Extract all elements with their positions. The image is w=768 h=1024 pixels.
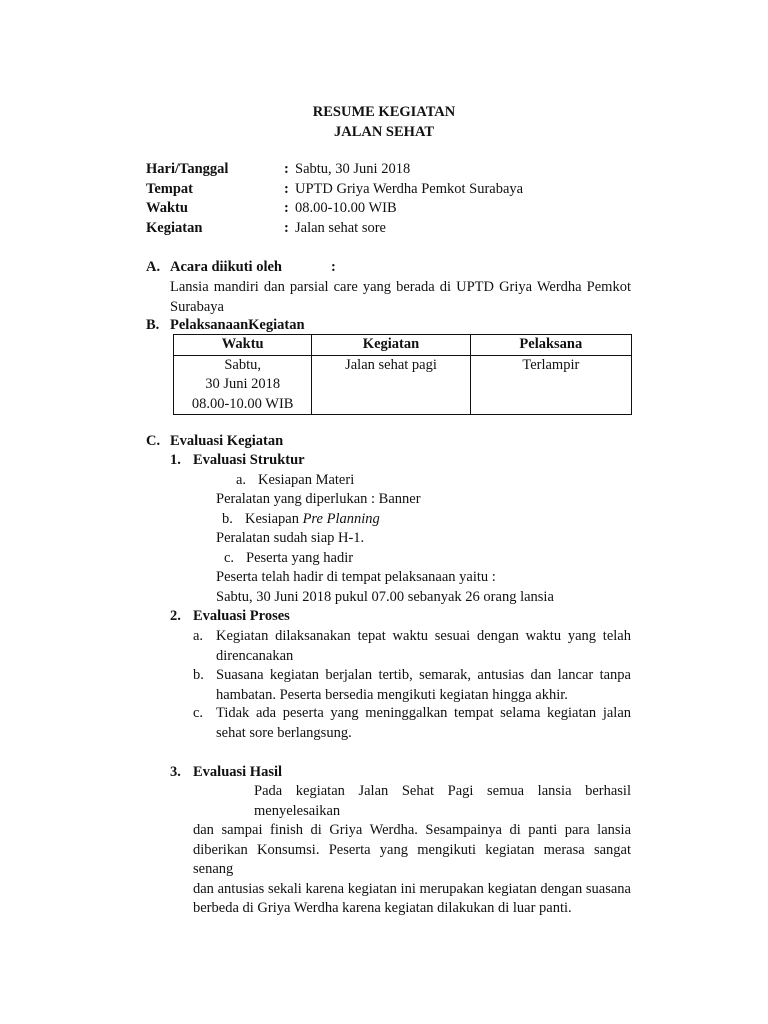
info-time-label: Waktu bbox=[146, 200, 188, 216]
table-cell-time-line1: Sabtu, bbox=[224, 356, 261, 373]
section-a-marker: A. bbox=[146, 259, 161, 275]
info-place-label: Tempat bbox=[146, 181, 193, 197]
info-day-label: Hari/Tanggal bbox=[146, 161, 229, 177]
info-day-colon: : bbox=[284, 161, 289, 177]
sub1-a-marker: a. bbox=[236, 472, 247, 488]
sub3-line1: Pada kegiatan Jalan Sehat Pagi semua lansia berhasil menyelesaikan bbox=[254, 783, 631, 819]
sub1-c-detail1: Peserta telah hadir di tempat pelaksanaan yaitu : bbox=[216, 569, 496, 585]
sub2-b-line2: hambatan. Peserta bersedia mengikuti kegiatan hingga akhir. bbox=[216, 686, 568, 703]
section-c-heading: Evaluasi Kegiatan bbox=[170, 433, 284, 449]
info-place-value: UPTD Griya Werdha Pemkot Surabaya bbox=[295, 181, 524, 197]
sub1-b-text-italic: Pre Planning bbox=[302, 511, 380, 527]
sub2-b-marker: b. bbox=[193, 667, 204, 683]
table-cell-time-line2: 30 Juni 2018 bbox=[205, 376, 281, 392]
sub3-paragraph bbox=[193, 782, 631, 919]
sub3-marker: 3. bbox=[170, 764, 181, 780]
plan-table bbox=[173, 334, 632, 415]
table-header-time: Waktu bbox=[174, 335, 312, 356]
sub1-a-text: Kesiapan Materi bbox=[258, 472, 355, 488]
section-a-text bbox=[170, 278, 631, 317]
sub1-c-text: Peserta yang hadir bbox=[246, 550, 354, 566]
info-day-value: Sabtu, 30 Juni 2018 bbox=[295, 161, 411, 177]
sub1-b-marker: b. bbox=[222, 511, 233, 527]
info-activity-colon: : bbox=[284, 220, 289, 236]
sub2-c-marker: c. bbox=[193, 705, 204, 721]
info-place-colon: : bbox=[284, 181, 289, 197]
sub2-a-text bbox=[216, 627, 631, 666]
sub2-marker: 2. bbox=[170, 608, 181, 624]
table-header-executor: Pelaksana bbox=[470, 335, 631, 356]
sub2-c-line2: sehat sore berlangsung. bbox=[216, 724, 352, 741]
section-a-text-line2: Surabaya bbox=[170, 298, 224, 315]
section-c-marker: C. bbox=[146, 433, 161, 449]
sub3-line2: dan sampai finish di Griya Werdha. Sesampainya di panti para lansia bbox=[193, 822, 631, 838]
sub2-c-line1: Tidak ada peserta yang meninggalkan tempat selama kegiatan jalan bbox=[216, 705, 631, 721]
sub1-c-detail2: Sabtu, 30 Juni 2018 pukul 07.00 sebanyak 26 orang lansia bbox=[216, 589, 554, 605]
sub1-b-text bbox=[245, 510, 380, 530]
sub1-a-detail: Peralatan yang diperlukan : Banner bbox=[216, 491, 421, 507]
sub2-a-line2: direncanakan bbox=[216, 647, 294, 664]
table-cell-executor: Terlampir bbox=[470, 355, 631, 415]
table-cell-activity: Jalan sehat pagi bbox=[312, 355, 470, 415]
info-activity-value: Jalan sehat sore bbox=[295, 220, 386, 236]
section-b-marker: B. bbox=[146, 317, 160, 333]
table-header-activity: Kegiatan bbox=[312, 335, 470, 356]
section-a-heading: Acara diikuti oleh bbox=[170, 259, 282, 275]
sub1-heading: Evaluasi Struktur bbox=[193, 452, 305, 468]
sub2-b-text bbox=[216, 666, 631, 705]
sub3-heading: Evaluasi Hasil bbox=[193, 764, 283, 780]
table-cell-time-line3: 08.00-10.00 WIB bbox=[191, 395, 294, 412]
table-header-row bbox=[174, 335, 632, 356]
sub1-b-detail: Peralatan sudah siap H-1. bbox=[216, 530, 365, 546]
sub1-b-text-plain: Kesiapan bbox=[245, 511, 303, 527]
sub2-b-line1: Suasana kegiatan berjalan tertib, semarak, antusias dan lancar tanpa bbox=[216, 667, 631, 683]
sub1-c-marker: c. bbox=[224, 550, 235, 566]
sub2-heading: Evaluasi Proses bbox=[193, 608, 290, 624]
section-b-heading: PelaksanaanKegiatan bbox=[170, 317, 305, 333]
document-title: RESUME KEGIATAN bbox=[312, 104, 456, 120]
section-a-colon: : bbox=[331, 259, 336, 275]
sub1-marker: 1. bbox=[170, 452, 181, 468]
sub3-line3: diberikan Konsumsi. Peserta yang mengikuti kegiatan merasa sangat senang bbox=[193, 841, 631, 877]
sub2-a-marker: a. bbox=[193, 628, 204, 644]
sub3-line5: berbeda di Griya Werdha karena kegiatan dilakukan di luar panti. bbox=[193, 900, 572, 916]
document-subtitle: JALAN SEHAT bbox=[333, 124, 435, 140]
sub2-a-line1: Kegiatan dilaksanakan tepat waktu sesuai dengan waktu yang telah bbox=[216, 628, 631, 644]
section-a-text-line1: Lansia mandiri dan parsial care yang berada di UPTD Griya Werdha Pemkot bbox=[170, 279, 631, 295]
info-activity-label: Kegiatan bbox=[146, 220, 203, 236]
info-time-colon: : bbox=[284, 200, 289, 216]
sub2-c-text bbox=[216, 704, 631, 743]
table-row bbox=[174, 355, 632, 415]
table-cell-time bbox=[174, 355, 312, 415]
sub3-line4: dan antusias sekali karena kegiatan ini merupakan kegiatan dengan suasana bbox=[193, 880, 631, 897]
info-time-value: 08.00-10.00 WIB bbox=[295, 200, 397, 216]
